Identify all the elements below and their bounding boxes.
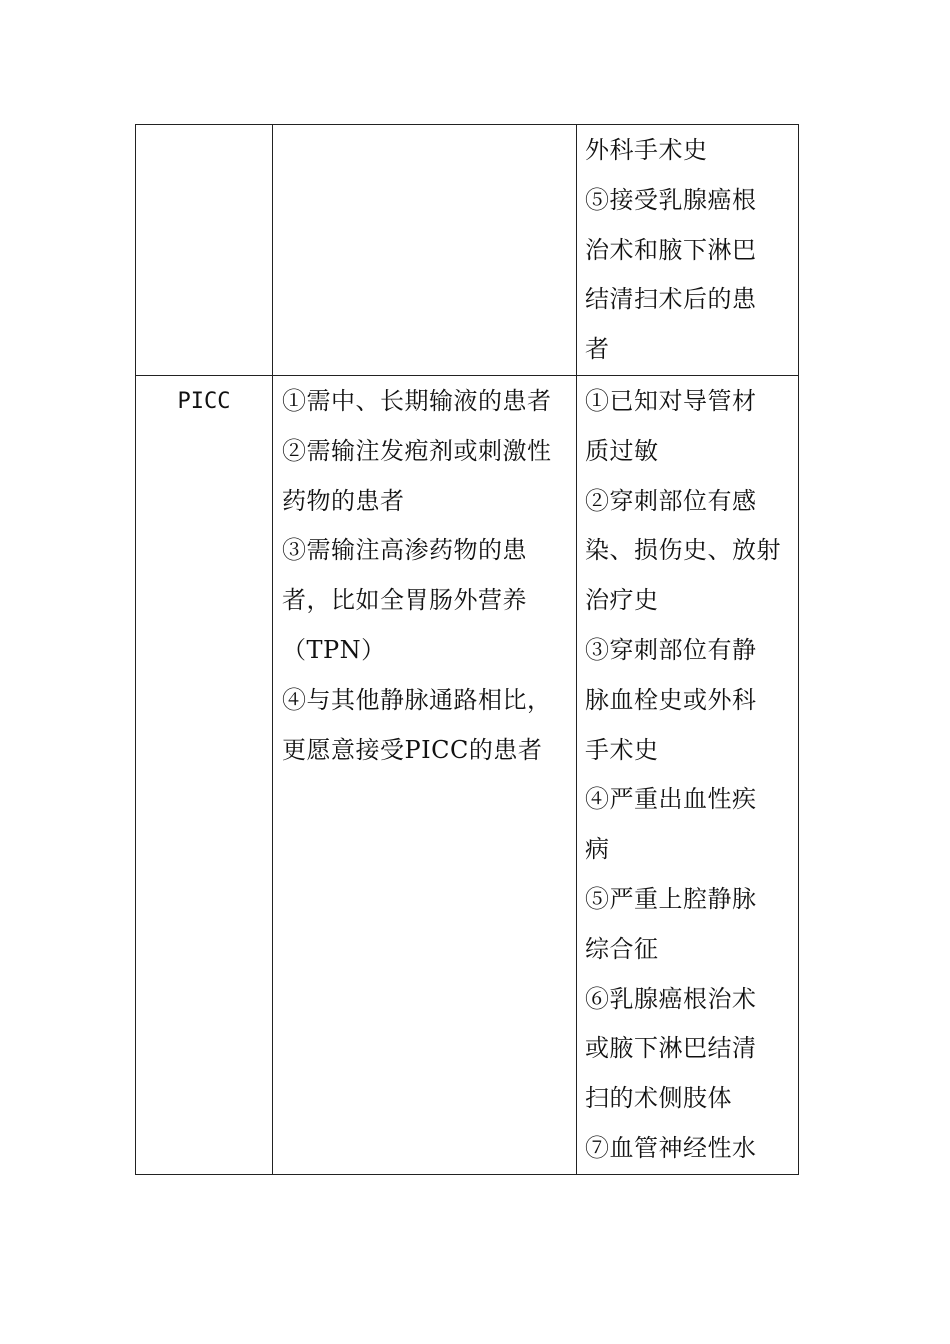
indication-table <box>135 124 799 1175</box>
cell-text-line: ①需中、长期输液的患者 <box>282 386 552 415</box>
catheter-type-cell <box>136 375 273 1174</box>
cell-text-line: PICC <box>177 388 231 414</box>
cell-text-line: 药物的患者 <box>282 486 405 515</box>
cell-text-line: 者，比如全胃肠外营养 <box>282 586 527 615</box>
indications-cell <box>273 125 577 376</box>
cell-text-line: ③需输注高渗药物的患 <box>282 536 527 565</box>
contraindications-cell <box>577 125 799 376</box>
cell-text-line: ④与其他静脉通路相比， <box>282 685 552 714</box>
catheter-type-lines <box>136 377 272 427</box>
cell-text-line: ⑤严重上腔静脉 <box>585 884 757 913</box>
cell-text-line: 更愿意接受PICC的患者 <box>282 735 543 764</box>
cell-text-line: ④严重出血性疾 <box>585 785 757 814</box>
cell-text-line: 染、损伤史、放射 <box>585 536 781 565</box>
cell-text-line: （TPN） <box>282 635 386 664</box>
cell-text-line: 治疗史 <box>585 586 659 615</box>
contraindications-lines <box>577 377 798 1174</box>
cell-text-line: 者 <box>585 335 610 364</box>
indications-lines <box>273 377 576 775</box>
cell-text-line: ⑥乳腺癌根治术 <box>585 984 757 1013</box>
cell-text-line: 质过敏 <box>585 436 659 465</box>
cell-text-line: 外科手术史 <box>585 136 708 164</box>
cell-text-line: ①已知对导管材 <box>585 386 757 415</box>
cell-text-line: ⑤接受乳腺癌根 <box>585 185 757 214</box>
cell-text-line: 扫的术侧肢体 <box>585 1084 732 1113</box>
cell-text-line: ③穿刺部位有静 <box>585 635 757 664</box>
cell-text-line: ②需输注发疱剂或刺激性 <box>282 436 552 465</box>
contraindications-cell <box>577 375 799 1174</box>
cell-text-line: 治术和腋下淋巴 <box>585 235 757 264</box>
cell-text-line: 结清扫术后的患 <box>585 285 757 314</box>
catheter-type-cell <box>136 125 273 376</box>
cell-text-line: ⑦血管神经性水 <box>585 1133 757 1162</box>
table-row <box>136 125 799 376</box>
cell-text-line: 病 <box>585 835 610 864</box>
indications-cell <box>273 375 577 1174</box>
contraindications-lines <box>577 126 798 375</box>
table-row <box>136 375 799 1174</box>
cell-text-line: 综合征 <box>585 934 659 963</box>
cell-text-line: 手术史 <box>585 735 659 764</box>
cell-text-line: 或腋下淋巴结清 <box>585 1034 757 1063</box>
cell-text-line: ②穿刺部位有感 <box>585 486 757 515</box>
cell-text-line: 脉血栓史或外科 <box>585 685 757 714</box>
